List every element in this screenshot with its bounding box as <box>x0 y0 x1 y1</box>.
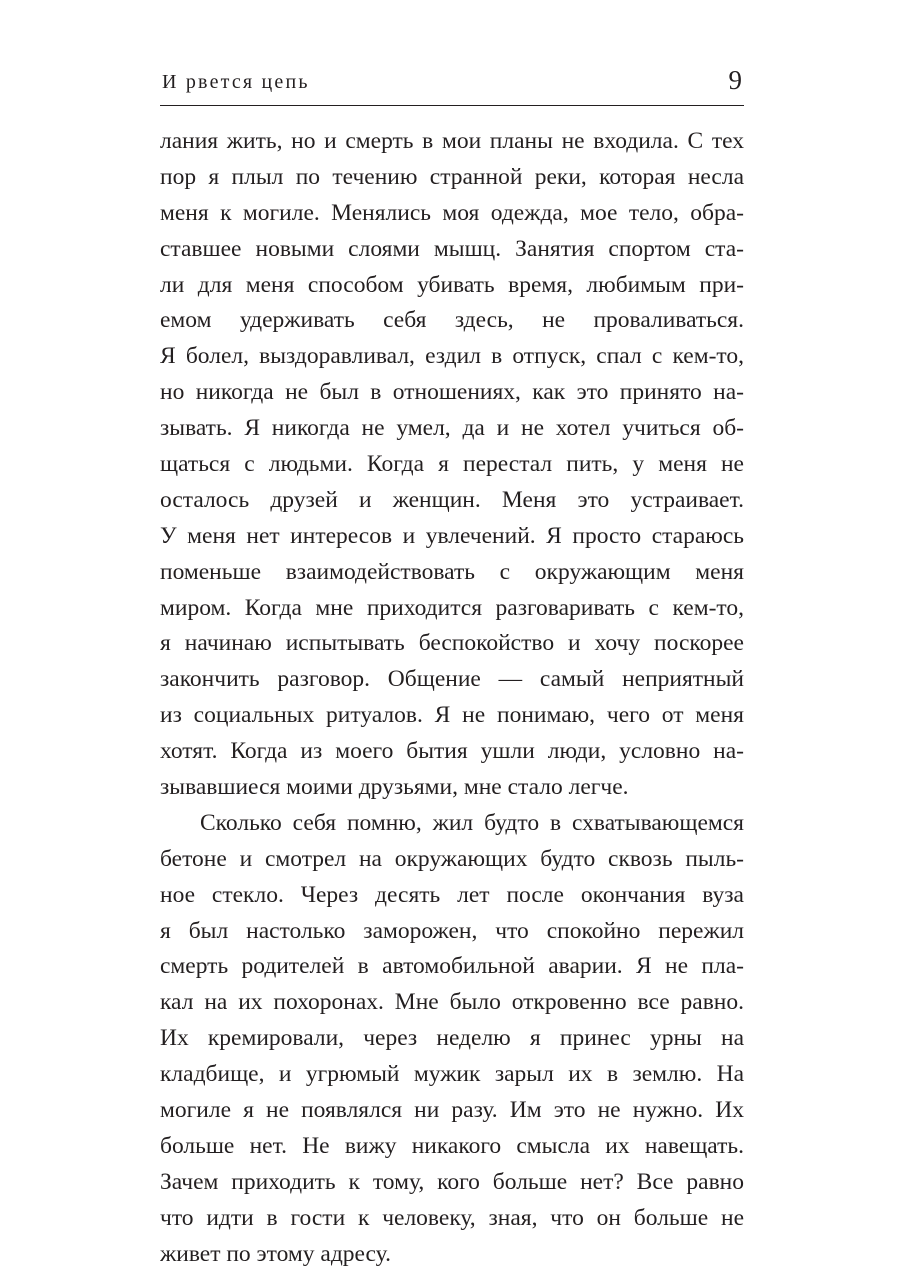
running-head <box>160 64 744 108</box>
text-line: пор я плыл по течению странной реки, которая несла <box>160 163 744 190</box>
text-line: миром. Когда мне приходится разговаривать с кем-то, <box>160 594 744 621</box>
text-line: закончить разговор. Общение — самый неприятный <box>160 666 744 693</box>
running-title: И рвется цепь <box>162 71 310 93</box>
text-line: могиле я не появлялся ни разу. Им это не нужно. Их <box>160 1097 744 1124</box>
text-line: Зачем приходить к тому, кого больше нет? Все равно <box>160 1168 744 1195</box>
text-line: У меня нет интересов и увлечений. Я просто стараюсь <box>160 522 744 549</box>
text-line: Я болел, выздоравливал, ездил в отпуск, спал с кем-то, <box>160 343 744 370</box>
text-line: щаться с людьми. Когда я перестал пить, у меня не <box>160 451 744 478</box>
text-line: лания жить, но и смерть в мои планы не входила. С тех <box>160 128 744 154</box>
text-line: Сколько себя помню, жил будто в схватывающемся <box>200 809 744 836</box>
text-line: осталось друзей и женщин. Меня это устраивает. <box>160 486 744 513</box>
header-rule <box>160 105 744 106</box>
text-line: ли для меня способом убивать время, любимым при- <box>160 271 744 298</box>
text-line: что идти в гости к человеку, зная, что он больше не <box>160 1204 744 1231</box>
page-number: 9 <box>728 65 742 95</box>
text-line: больше нет. Не вижу никакого смысла их навещать. <box>160 1132 744 1159</box>
text-line: кал на их похоронах. Мне было откровенно все равно. <box>160 989 744 1016</box>
text-line: хотят. Когда из моего бытия ушли люди, условно на- <box>160 738 744 765</box>
text-line: живет по этому адресу. <box>160 1240 391 1267</box>
text-line: ставшее новыми слоями мышц. Занятия спортом ста- <box>160 235 744 262</box>
text-line: ное стекло. Через десять лет после окончания вуза <box>160 881 744 908</box>
text-line: бетоне и смотрел на окружающих будто сквозь пыль- <box>160 845 744 872</box>
text-line: я был настолько заморожен, что спокойно пережил <box>160 917 744 944</box>
text-line: емом удерживать себя здесь, не проваливаться. <box>160 307 744 334</box>
text-line: кладбище, и угрюмый мужик зарыл их в землю. На <box>160 1061 744 1088</box>
paragraph-1 <box>160 124 744 806</box>
text-line: смерть родителей в автомобильной аварии. Я не пла- <box>160 953 744 980</box>
paragraph-2 <box>160 806 744 1273</box>
text-line: зывать. Я никогда не умел, да и не хотел учиться об- <box>160 415 744 442</box>
text-line: зывавшиеся моими друзьями, мне стало легче. <box>160 774 629 801</box>
text-line: меня к могиле. Менялись моя одежда, мое тело, обра- <box>160 199 744 226</box>
text-line: но никогда не был в отношениях, как это принято на- <box>160 379 744 406</box>
text-line: Их кремировали, через неделю я принес урны на <box>160 1025 744 1052</box>
text-line: поменьше взаимодействовать с окружающим меня <box>160 558 744 585</box>
body-text <box>160 124 744 1273</box>
text-line: из социальных ритуалов. Я не понимаю, чего от меня <box>160 702 744 729</box>
text-line: я начинаю испытывать беспокойство и хочу поскорее <box>160 630 744 657</box>
